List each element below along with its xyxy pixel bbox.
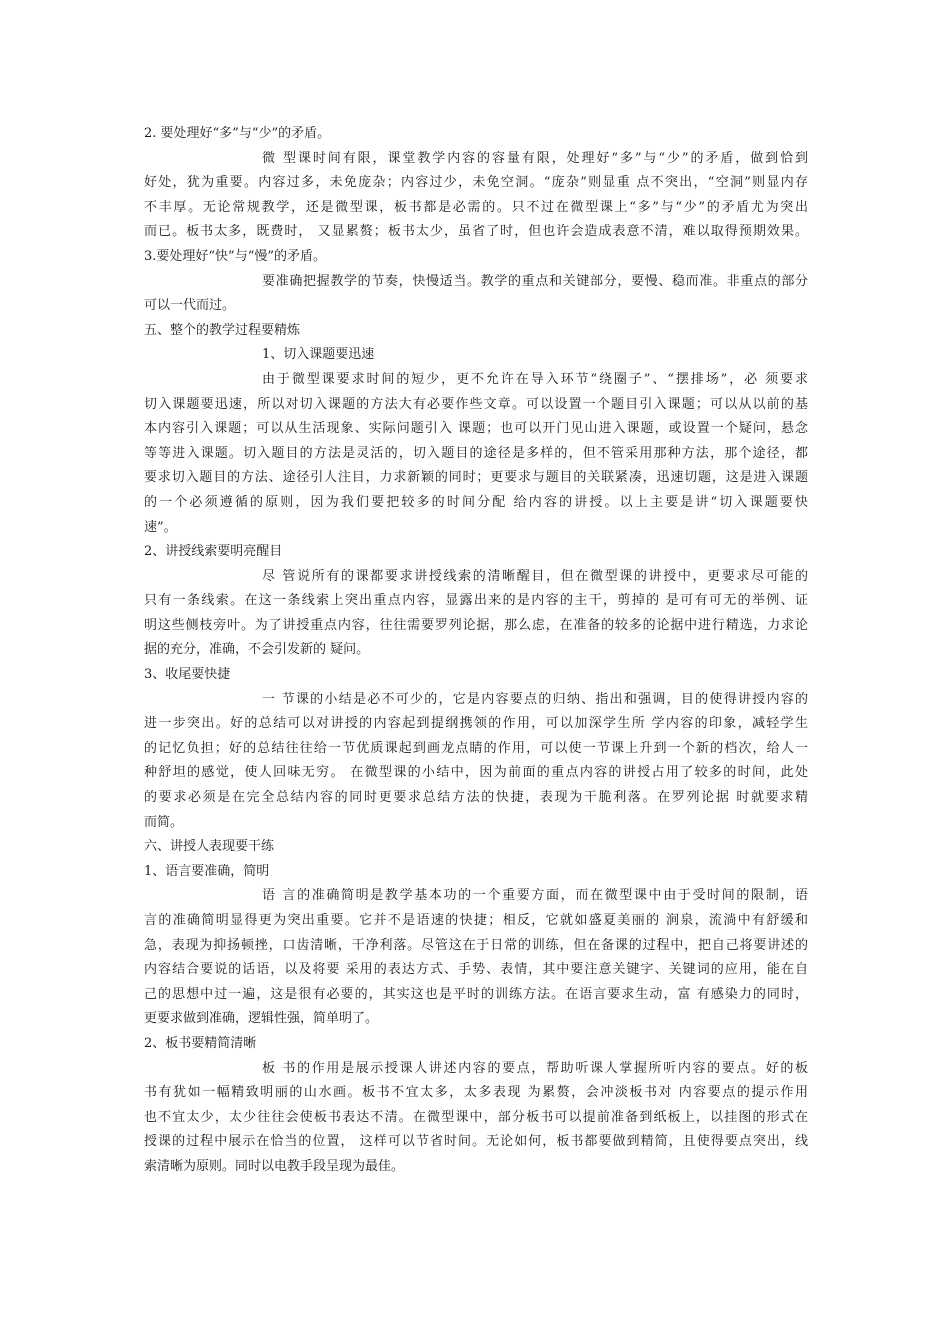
- text-line: 只有一条线索。在这一条线索上突出重点内容，显露出来的是内容的主干，剪掉的 是可有可无的举例、证: [144, 593, 808, 609]
- text-line: 微 型课时间有限，课堂教学内容的容量有限，处理好“多”与“少”的矛盾，做到恰到: [262, 150, 808, 166]
- text-line: 据的充分，准确，不会引发新的 疑问。: [144, 642, 370, 658]
- text-line: 种舒坦的感觉，使人回味无穷。 在微型课的小结中，因为前面的重点内容的讲授占用了较多的时间，此处: [144, 765, 808, 781]
- document-body: [144, 122, 808, 1180]
- text-line: 3.要处理好“快”与“慢”的矛盾。: [144, 248, 326, 264]
- text-line: 1、语言要准确，简明: [144, 863, 270, 879]
- text-line: 书有犹如一幅精致明丽的山水画。板书不宜太多，太多表现 为累赘，会冲淡板书对 内容要点的提示作用: [144, 1085, 808, 1101]
- text-line: 不丰厚。无论常规教学，还是微型课，板书都是必需的。只不过在微型课上“多”与“少”的矛盾尤为突出: [144, 199, 808, 215]
- text-line: 六、讲授人表现要干练: [144, 839, 275, 855]
- text-line: 急，表现为抑扬顿挫，口齿清晰，干净利落。尽管这在于日常的训练，但在备课的过程中，把自己将要讲述的: [144, 937, 808, 953]
- text-line: 2、板书要精简清晰: [144, 1035, 257, 1051]
- text-line: 内容结合要说的话语，以及将要 采用的表达方式、手势、表情，其中要注意关键字、关键词的应用，能在自: [144, 962, 808, 978]
- text-line: 的一个必须遵循的原则，因为我们要把较多的时间分配 给内容的讲授。以上主要是讲“切入课题要快: [144, 494, 808, 510]
- text-line: 的记忆负担；好的总结往往给一节优质课起到画龙点睛的作用，可以使一节课上升到一个新的档次，给人一: [144, 740, 808, 756]
- text-line: 本内容引入课题；可以从生活现象、实际问题引入 课题；也可以开门见山进入课题，或设置一个疑问，悬念: [144, 421, 808, 437]
- text-line: 尽 管说所有的课都要求讲授线索的清晰醒目，但在微型课的讲授中，更要求尽可能的: [262, 568, 808, 584]
- text-line: 2、讲授线索要明亮醒目: [144, 544, 283, 560]
- text-line: 3、收尾要快捷: [144, 667, 231, 683]
- text-line: 而已。板书太多，既费时， 又显累赘；板书太少，虽省了时，但也许会造成表意不清，难以取得预期效果。: [144, 224, 808, 240]
- text-line: 己的思想中过一遍，这是很有必要的，其实这也是平时的训练方法。在语言要求生动，富 有感染力的同时，: [144, 986, 808, 1002]
- text-line: 索清晰为原则。同时以电教手段呈现为最佳。: [144, 1158, 405, 1174]
- text-line: 授课的过程中展示在恰当的位置， 这样可以节省时间。无论如何，板书都要做到精简，且使得要点突出，线: [144, 1134, 808, 1150]
- text-line: 好处，犹为重要。内容过多，未免庞杂；内容过少，未免空洞。“庞杂”则显重 点不突出，“空洞”则显内存: [144, 175, 808, 191]
- text-line: 五、整个的教学过程要精炼: [144, 322, 301, 338]
- text-line: 而简。: [144, 814, 184, 830]
- text-line: 可以一代而过。: [144, 298, 236, 314]
- text-line: 进一步突出。好的总结可以对讲授的内容起到提纲携领的作用，可以加深学生所 学内容的印象，减轻学生: [144, 716, 808, 732]
- text-line: 由于微型课要求时间的短少，更不允许在导入环节“绕圈子”、“摆排场”，必 须要求: [262, 371, 808, 387]
- text-line: 切入课题要迅速，所以对切入课题的方法大有必要作些文章。可以设置一个题目引入课题；可以从以前的基: [144, 396, 808, 412]
- text-line: 2. 要处理好“多”与“少”的矛盾。: [144, 126, 331, 141]
- text-line: 要准确把握教学的节奏，快慢适当。教学的重点和关键部分，要慢、稳而准。非重点的部分: [262, 273, 808, 289]
- text-line: 明这些侧枝旁叶。为了讲授重点内容，往往需要罗列论据，那么虑，在准备的较多的论据中进行精选，力求论: [144, 617, 808, 633]
- text-line: 速”。: [144, 519, 177, 535]
- text-line: 言的准确简明显得更为突出重要。它并不是语速的快捷；相反，它就如盛夏美丽的 涧泉，流淌中有舒缓和: [144, 913, 808, 928]
- text-line: 要求切入题目的方法、途径引人注目，力求新颖的同时；更要求与题目的关联紧凑，迅速切题，这是进入课题: [144, 470, 808, 486]
- text-line: 板 书的作用是展示授课人讲述内容的要点，帮助听课人掌握所听内容的要点。好的板: [262, 1060, 808, 1076]
- text-line: 1、切入课题要迅速: [262, 347, 375, 363]
- text-line: 语 言的准确简明是教学基本功的一个重要方面，而在微型课中由于受时间的限制，语: [262, 888, 808, 904]
- text-line: 等等进入课题。切入题目的方法是灵活的，切入题目的途径是多样的，但不管采用那种方法，那个途径，都: [144, 445, 808, 461]
- text-line: 也不宜太少，太少往往会使板书表达不清。在微型课中，部分板书可以提前准备到纸板上，以挂图的形式在: [144, 1109, 808, 1125]
- text-line: 更要求做到准确，逻辑性强，简单明了。: [144, 1011, 379, 1027]
- text-line: 一 节课的小结是必不可少的，它是内容要点的归纳、指出和强调，目的使得讲授内容的: [262, 691, 808, 707]
- text-line: 的要求必须是在完全总结内容的同时更要求总结方法的快捷，表现为干脆利落。在罗列论据 时就要求精: [144, 790, 808, 806]
